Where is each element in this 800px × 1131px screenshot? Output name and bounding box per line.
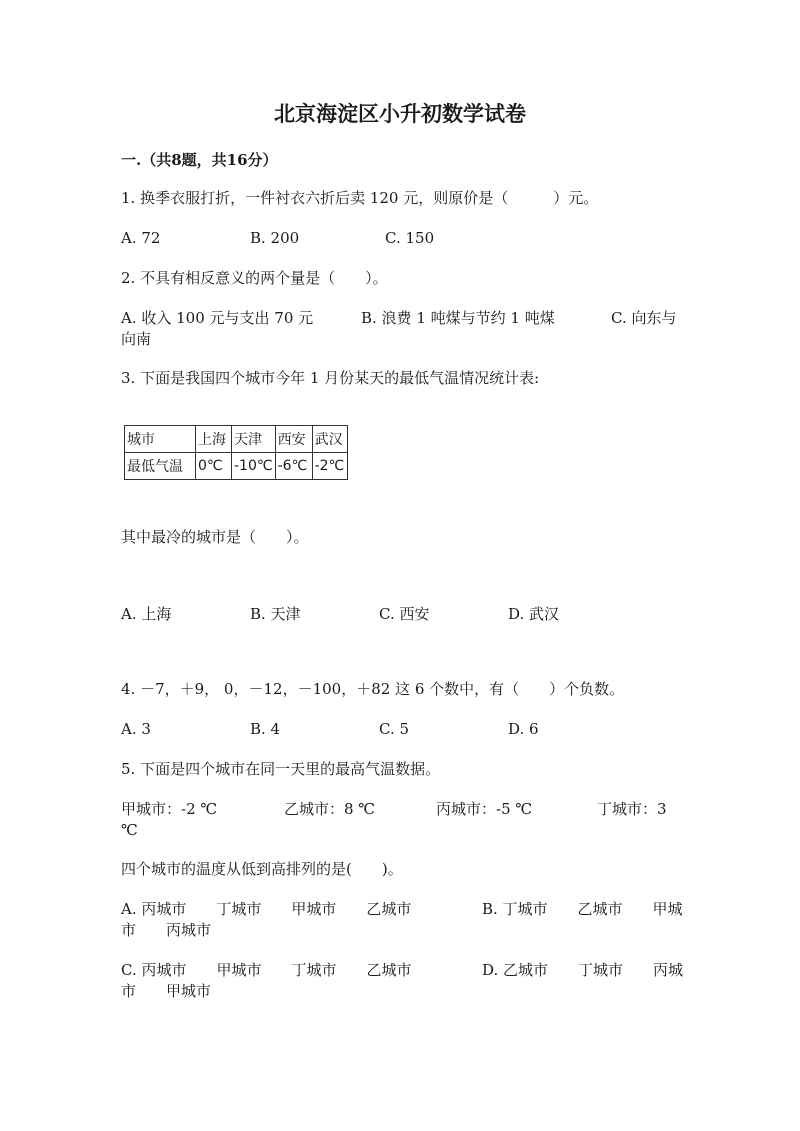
table-cell: 上海	[196, 426, 232, 453]
question-2-option-c-wrap: 向南	[121, 330, 152, 348]
question-5-question: 四个城市的温度从低到高排列的是( )。	[121, 860, 403, 878]
question-5-stem: 5. 下面是四个城市在同一天里的最高气温数据。	[121, 760, 441, 778]
question-3-stem: 3. 下面是我国四个城市今年 1 月份某天的最低气温情况统计表:	[121, 369, 540, 387]
table-cell: 天津	[232, 426, 276, 453]
city-temp-jia: 甲城市：-2 ℃	[121, 800, 218, 818]
question-5-options-cd	[121, 960, 684, 1002]
question-3-option-c[interactable]: C. 西安	[379, 605, 430, 623]
table-row	[125, 453, 348, 480]
question-4-stem: 4. －7，＋9， 0，－12，－100，＋82 这 6 个数中，有（ ）个负数。	[121, 680, 625, 698]
question-2-options	[121, 308, 681, 350]
question-4-option-c[interactable]: C. 5	[379, 720, 410, 738]
table-cell: -10℃	[232, 453, 276, 480]
temperature-table	[124, 425, 348, 480]
question-1-option-a[interactable]: A. 72	[121, 229, 161, 247]
table-cell: 城市	[125, 426, 196, 453]
question-1-option-c[interactable]: C. 150	[385, 229, 435, 247]
question-5-option-b[interactable]: B. 丁城市 乙城市 甲城	[482, 900, 683, 918]
question-3-option-d[interactable]: D. 武汉	[508, 605, 560, 623]
question-5-option-d-wrap: 市 甲城市	[121, 982, 212, 1000]
table-cell: 西安	[275, 426, 312, 453]
question-5-option-a[interactable]: A. 丙城市 丁城市 甲城市 乙城市	[121, 900, 412, 918]
question-1-stem: 1. 换季衣服打折，一件衬衣六折后卖 120 元，则原价是（ ）元。	[121, 189, 599, 207]
table-cell: -6℃	[275, 453, 312, 480]
question-3-option-a[interactable]: A. 上海	[121, 605, 172, 623]
city-temp-bing: 丙城市：-5 ℃	[436, 800, 533, 818]
question-3-question: 其中最冷的城市是（ ）。	[121, 528, 309, 546]
question-4-option-a[interactable]: A. 3	[121, 720, 151, 738]
question-2-stem: 2. 不具有相反意义的两个量是（ ）。	[121, 269, 388, 287]
question-2-option-b[interactable]: B. 浪费 1 吨煤与节约 1 吨煤	[361, 309, 555, 327]
question-3-option-b[interactable]: B. 天津	[250, 605, 301, 623]
question-5-option-b-wrap: 市 丙城市	[121, 921, 212, 939]
question-1-options	[121, 228, 681, 270]
table-cell: 0℃	[196, 453, 232, 480]
question-4-options	[121, 719, 681, 761]
question-5-option-d[interactable]: D. 乙城市 丁城市 丙城	[482, 961, 684, 979]
question-5-data	[121, 799, 681, 841]
section-heading: 一.（共8题，共16分）	[121, 151, 278, 169]
question-1-option-b[interactable]: B. 200	[250, 229, 300, 247]
table-cell: 武汉	[312, 426, 347, 453]
city-temp-ding: 丁城市：3	[597, 800, 667, 818]
question-5-option-c[interactable]: C. 丙城市 甲城市 丁城市 乙城市	[121, 961, 412, 979]
city-temp-yi: 乙城市：8 ℃	[284, 800, 376, 818]
page-title: 北京海淀区小升初数学试卷	[274, 101, 526, 126]
question-5-options-ab	[121, 899, 681, 941]
question-4-option-b[interactable]: B. 4	[250, 720, 281, 738]
question-3-options	[121, 604, 681, 646]
question-2-option-c[interactable]: C. 向东与	[611, 309, 677, 327]
question-2-option-a[interactable]: A. 收入 100 元与支出 70 元	[121, 309, 314, 327]
table-cell: -2℃	[312, 453, 347, 480]
table-row	[125, 426, 348, 453]
city-temp-ding-wrap: ℃	[121, 821, 138, 839]
question-4-option-d[interactable]: D. 6	[508, 720, 539, 738]
table-cell: 最低气温	[125, 453, 196, 480]
